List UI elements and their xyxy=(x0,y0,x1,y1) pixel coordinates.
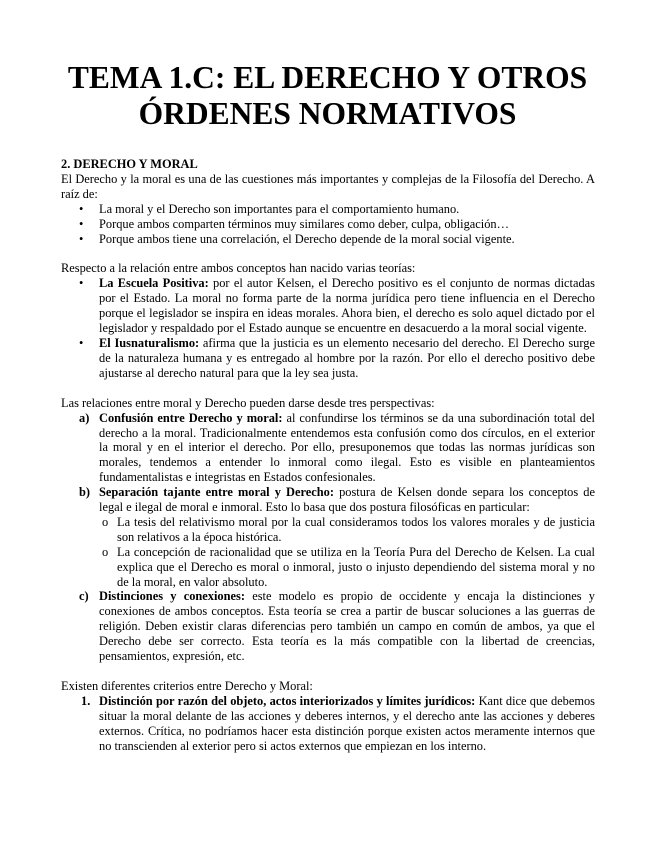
criteria-list xyxy=(61,694,595,754)
perspectives-list xyxy=(61,411,595,664)
bullet-icon: • xyxy=(79,201,84,216)
bullet-icon: • xyxy=(79,231,84,246)
bullet-icon: • xyxy=(79,335,84,350)
term-label: Distinción por razón del objeto, actos interiorizados y límites jurídicos: xyxy=(99,693,476,708)
list-item: • El Iusnaturalismo: afirma que la justicia es un elemento necesario del derecho. El Derecho surge de la naturaleza humana y es entregado al hombre por la razón. Por ello el derecho positivo debe ajustarse al derecho natural para que la ley sea justa. xyxy=(79,335,595,380)
list-item: b) Separación tajante entre moral y Derecho: postura de Kelsen donde separa los conceptos de legal e ilegal de moral e inmoral. Esto lo basa que dos postura filosóficas en particular: xyxy=(79,485,595,515)
term-label: Distinciones y conexiones: xyxy=(99,589,245,604)
theories-list xyxy=(61,276,595,380)
list-item: a) Confusión entre Derecho y moral: al confundirse los términos se da una subordinación total del derecho a la moral. Tradicionalmente entendemos esta confusión como dos círculos, en el exterior la moral y en el interior el derecho. Por ello, presuponemos que todas las normas jurídicas son morales, tendemos a entender lo inmoral como ilegal. Esto es visible en planteamientos fundamentalistas e integristas en Estados confesionales. xyxy=(79,410,596,485)
list-item: c) Distinciones y conexiones: este modelo es propio de occidente y encaja la distinciones y conexiones de ambos conceptos. Esta teoría se crea a partir de buscar soluciones a las guerras de religión. Deben existir claras diferencias pero también un campo en común de ambos, ya que el Derecho debe ser correcto. Esta teoría es la más compatible con la libertad de creencias, pensamientos, expresión, etc. xyxy=(79,589,595,664)
list-item: • Porque ambos comparten términos muy similares como deber, culpa, obligación… xyxy=(79,216,510,231)
list-item: • La moral y el Derecho son importantes para el comportamiento humano. xyxy=(79,201,460,216)
perspectives-intro: Las relaciones entre moral y Derecho pueden darse desde tres perspectivas: xyxy=(61,395,435,410)
list-item: 1. Distinción por razón del objeto, actos interiorizados y límites jurídicos: Kant dice que debemos situar la moral delante de las acciones y deberes internos, y el derecho ante las acciones y deberes externos. Crítica, no podríamos hacer esta distinción porque existen actos meramente internos que no transcienden al exterior pero si actos externos que empiezan en los interno. xyxy=(81,693,595,753)
intro-paragraph: El Derecho y la moral es una de las cuestiones más importantes y complejas de la Filosofía del Derecho. A raíz de: xyxy=(61,171,595,201)
list-item: o La tesis del relativismo moral por la cual consideramos todos los valores morales y de justicia son relativos a la época histórica. xyxy=(102,514,595,544)
bullet-icon: • xyxy=(79,216,84,231)
theories-intro: Respecto a la relación entre ambos conceptos han nacido varias teorías: xyxy=(61,261,416,276)
criteria-intro: Existen diferentes criterios entre Derecho y Moral: xyxy=(61,679,313,693)
page-title: TEMA 1.C: EL DERECHO Y OTROS ÓRDENES NORMATIVOS xyxy=(67,60,588,131)
term-label: El Iusnaturalismo: xyxy=(99,335,200,350)
circle-bullet-icon: o xyxy=(102,514,109,529)
list-item: o La concepción de racionalidad que se utiliza en la Teoría Pura del Derecho de Kelsen. La cual explica que el Derecho es moral o inmoral, justo o injusto dependiendo del sistema moral y no de la moral, en valor absoluto. xyxy=(102,544,595,589)
section-heading: 2. DERECHO Y MORAL xyxy=(61,157,198,171)
bullet-icon: • xyxy=(79,276,84,291)
sub-list xyxy=(61,515,595,590)
intro-bullet-list xyxy=(61,202,595,247)
term-label: Confusión entre Derecho y moral: xyxy=(99,410,283,425)
list-item: • Porque ambos tiene una correlación, el Derecho depende de la moral social vigente. xyxy=(79,231,515,246)
document-body xyxy=(61,157,595,754)
list-item: • La Escuela Positiva: por el autor Kelsen, el Derecho positivo es el conjunto de normas dictadas por el Estado. La moral no forma parte de la norma jurídica pero tiene influencia en el Derecho porque el legislador se inspira en ideas morales. Ahora bien, el derecho es solo aquel dictado por el legislador y respaldado por el Estado aunque se encuentre en desacuerdo a la moral social vigente. xyxy=(79,276,595,336)
term-label: Separación tajante entre moral y Derecho: xyxy=(99,485,334,500)
term-label: La Escuela Positiva: xyxy=(99,276,209,291)
circle-bullet-icon: o xyxy=(102,544,109,559)
